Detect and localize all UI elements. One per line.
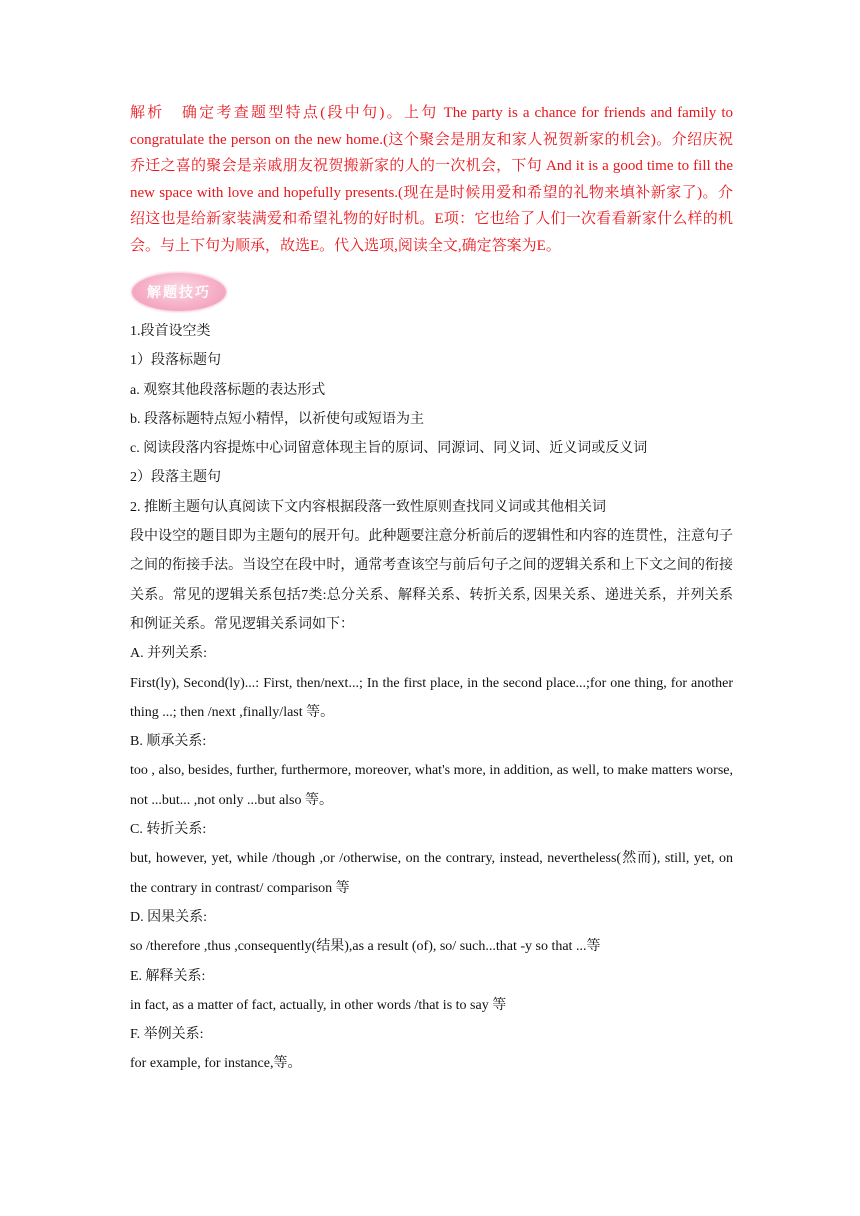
analysis-paragraph [130,100,733,259]
tips-line: b. 段落标题特点短小精悍，以祈使句或短语为主 [130,411,424,427]
tips-heading: C. 转折关系: [130,822,207,838]
tips-paragraph: 段中设空的题目即为主题句的展开句。此种题要注意分析前后的逻辑性和内容的连贯性，注意句子之间的衔接手法。当设空在段中时，通常考查该空与前后句子之间的逻辑关系和上下文之间的衔接关系。常见的逻辑关系包括7类:总分关系、解释关系、转折关系, 因果关系、递进关系，并列关系和例证关系。常见逻辑关系词如下： [130,529,733,632]
tips-badge-label: 解题技巧 [147,286,211,301]
tips-line: a. 观察其他段落标题的表达形式 [130,382,326,398]
tips-line: c. 阅读段落内容提炼中心词留意体现主旨的原词、同源词、同义词、近义词或反义词 [130,441,648,457]
tips-heading: A. 并列关系: [130,646,207,662]
tips-line: 1.段首设空类 [130,324,211,339]
tips-paragraph: but, however, yet, while /though ,or /otherwise, on the contrary, instead, nevertheless(然而), still, yet, on the contrary in contrast/ comparison 等 [130,851,733,896]
tips-paragraph: so /therefore ,thus ,consequently(结果),as a result (of), so/ such...that -y so that ...等 [130,939,601,955]
tips-heading: E. 解释关系: [130,968,206,984]
tips-heading: D. 因果关系: [130,909,207,925]
tips-heading: F. 举例关系: [130,1027,204,1043]
tips-section [130,317,733,1079]
tips-heading: B. 顺承关系: [130,734,207,750]
document-page [130,100,733,1079]
tips-paragraph: in fact, as a matter of fact, actually, in other words /that is to say 等 [130,997,507,1013]
tips-line: 1）段落标题句 [130,353,221,369]
tips-line: 2. 推断主题句认真阅读下文内容根据段落一致性原则查找同义词或其他相关词 [130,499,606,515]
analysis-lead: 解析 确定考查题型特点(段中句)。上句 [130,105,439,121]
tips-line: 2）段落主题句 [130,470,221,486]
tips-paragraph: too , also, besides, further, furthermore, moreover, what's more, in addition, as well, to make matters worse, not ...but... ,not only ...but also 等。 [130,763,733,808]
tips-badge [132,273,226,311]
analysis-text: The party is a chance for friends and family to congratulate the person on the new home.(这个聚会是朋友和家人祝贺新家的机会)。介绍庆祝乔迁之喜的聚会是亲戚朋友祝贺搬新家的人的一次机会，下句 And it is a good time to fill the new space with love and hopefully presents.(现在是时候用爱和希望的礼物来填补新家了)。介绍这也是给新家装满爱和希望礼物的好时机。E项：它也给了人们一次看看新家什么样的机会。与上下句为顺承，故选E。代入选项,阅读全文,确定答案为E。 [130,105,734,254]
tips-paragraph: for example, for instance,等。 [130,1056,302,1072]
tips-paragraph: First(ly), Second(ly)...: First, then/next...; In the first place, in the second place...;for one thing, for another thing ...; then /next ,finally/last 等。 [130,675,733,720]
